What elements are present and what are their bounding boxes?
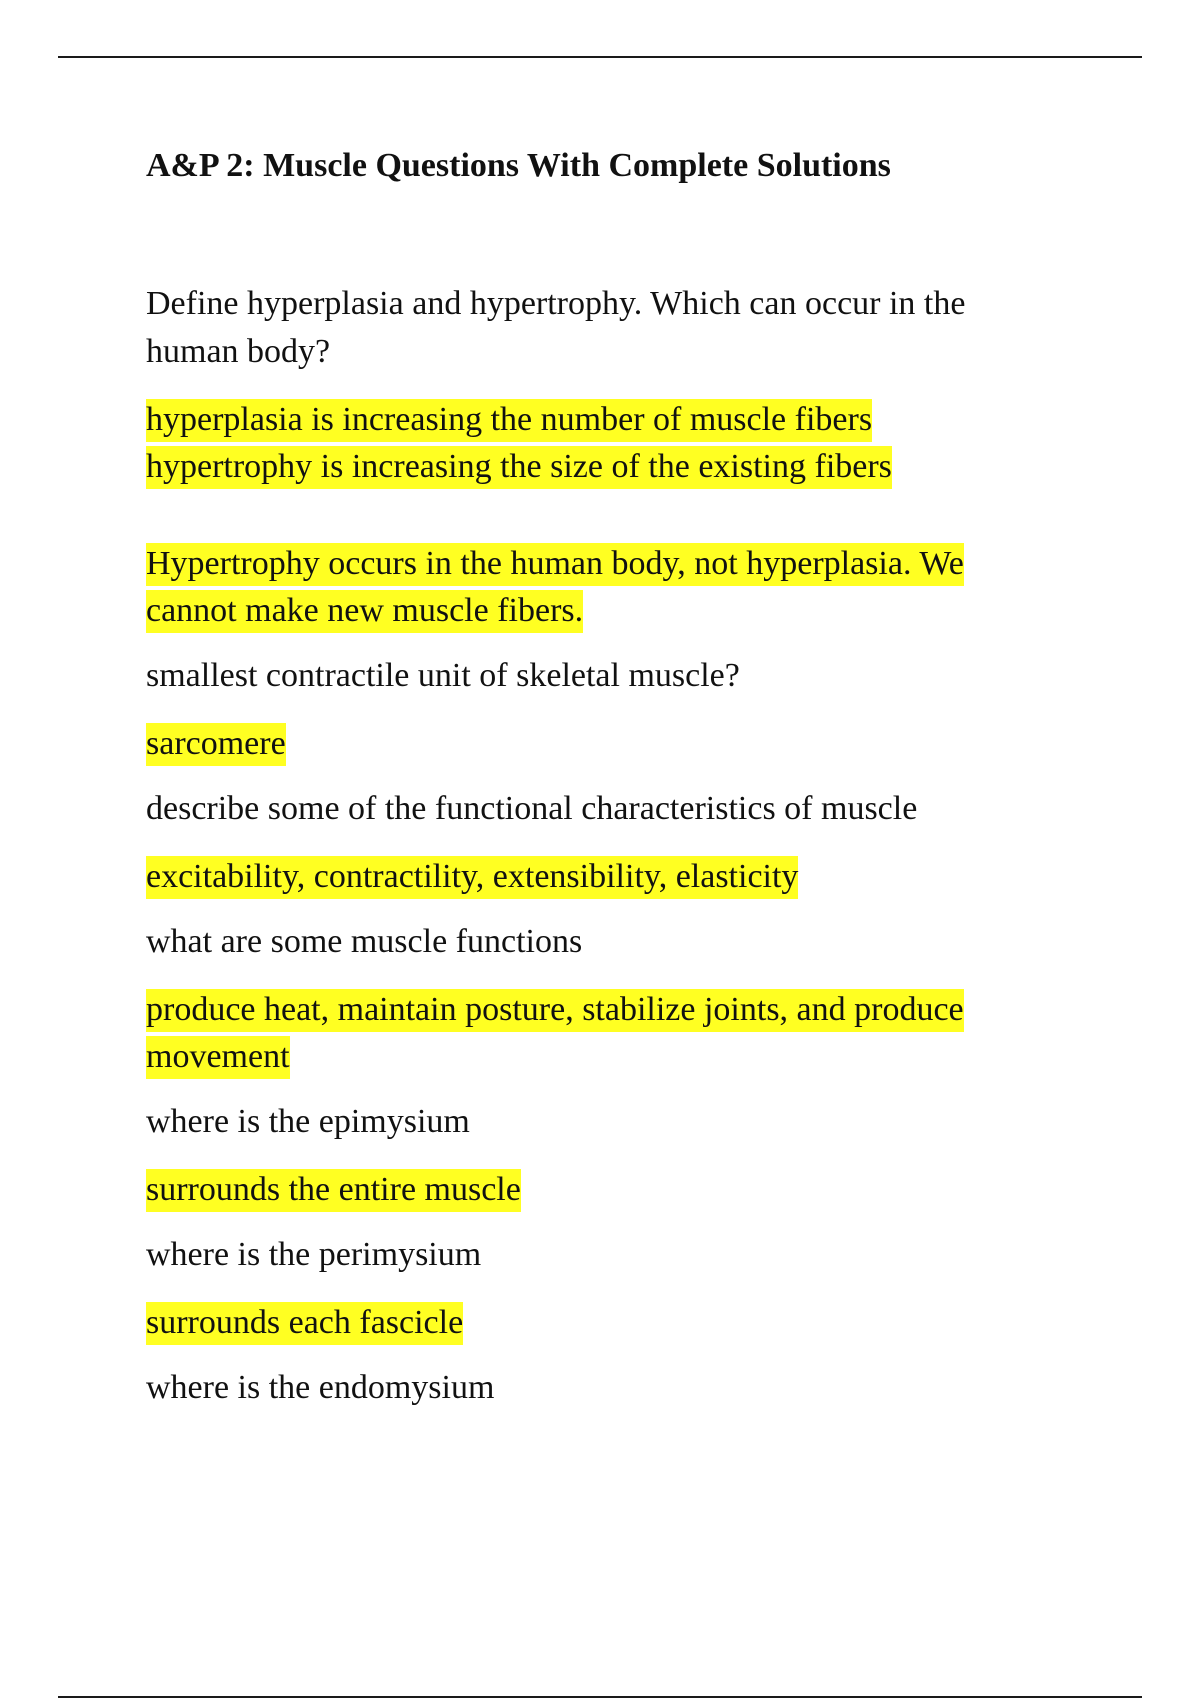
question-2: smallest contractile unit of skeletal muscle? (146, 657, 740, 694)
footer-rule (58, 1696, 1142, 1698)
answer-1 (146, 396, 1046, 634)
question-1: Define hyperplasia and hypertrophy. Which can occur in the human body? (146, 285, 966, 370)
answer-4-text: produce heat, maintain posture, stabilize joints, and produce movement (146, 989, 964, 1079)
answer-5-text: surrounds the entire muscle (146, 1169, 521, 1212)
document-body (146, 144, 1046, 1432)
answer-5 (146, 1166, 1046, 1213)
answer-6 (146, 1299, 1046, 1346)
answer-3 (146, 853, 1046, 900)
answer-3-text: excitability, contractility, extensibility, elasticity (146, 856, 798, 899)
answer-6-text: surrounds each fascicle (146, 1302, 463, 1345)
question-6: where is the perimysium (146, 1236, 482, 1273)
answer-2 (146, 720, 1046, 767)
question-7: where is the endomysium (146, 1369, 495, 1406)
answer-4 (146, 986, 1046, 1080)
question-5: where is the epimysium (146, 1103, 470, 1140)
question-3: describe some of the functional characteristics of muscle (146, 790, 918, 827)
answer-1-line-2: hypertrophy is increasing the size of the existing fibers (146, 446, 892, 489)
answer-2-text: sarcomere (146, 723, 286, 766)
answer-1-line-1: hyperplasia is increasing the number of muscle fibers (146, 399, 872, 442)
header-rule (58, 56, 1142, 58)
answer-1-paragraph-2: Hypertrophy occurs in the human body, not hyperplasia. We cannot make new muscle fibers. (146, 543, 964, 633)
question-4: what are some muscle functions (146, 923, 583, 960)
document-title: A&P 2: Muscle Questions With Complete Solutions (146, 147, 891, 184)
